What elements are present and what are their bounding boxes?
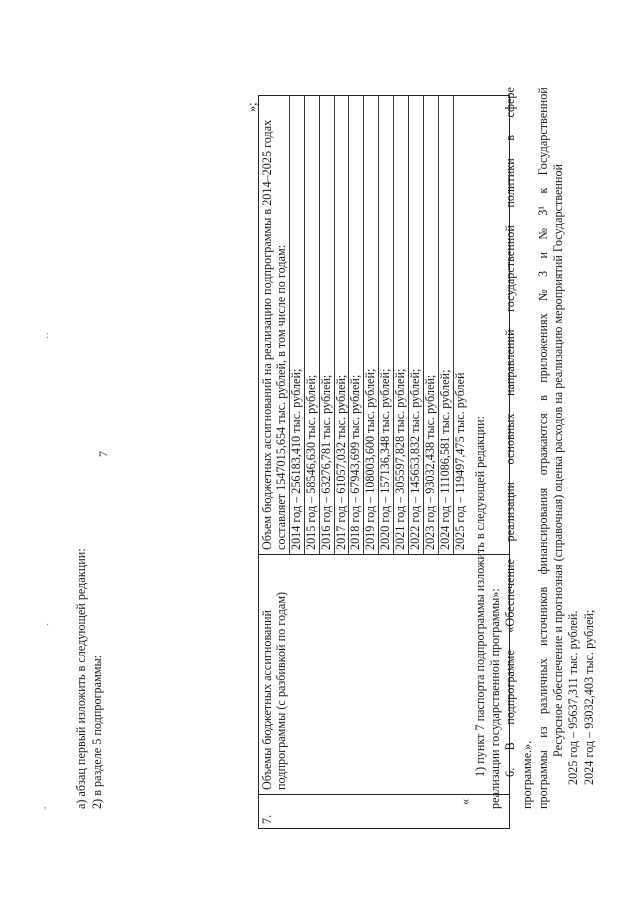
page-number: 7 bbox=[96, 451, 110, 457]
year-row: 2025 год – 119497,475 тыс. рублей bbox=[452, 372, 467, 550]
item-2-text: 2) в разделе 5 подпрограммы: bbox=[90, 654, 104, 809]
passport-table-rotator bbox=[258, 95, 510, 829]
justified-word: подпрограмме bbox=[503, 650, 517, 725]
scan-mark: , bbox=[44, 800, 47, 811]
justified-word: к bbox=[536, 187, 550, 194]
year-row: 2017 год – 61057,032 тыс. рублей; bbox=[335, 96, 350, 554]
year-list bbox=[290, 96, 468, 554]
year-row: 2018 год – 67943,699 тыс. рублей; bbox=[349, 96, 364, 554]
resource-paragraph-line1: Ресурсное обеспечение и прогнозная (справочная) оценка расходов на реализацию мероприятий Государственной bbox=[551, 163, 565, 757]
justified-word: из bbox=[536, 726, 550, 738]
resource-paragraph-line3: программе.». bbox=[520, 740, 534, 809]
scan-mark: · bbox=[46, 620, 50, 631]
item-1-text: 1) пункт 7 паспорта подпрограммы изложить в следующей редакции: bbox=[473, 416, 487, 777]
year-row: 2024 год – 111086,581 тыс. рублей; bbox=[439, 96, 454, 554]
justified-word: источников bbox=[536, 586, 550, 646]
justified-word: политики bbox=[503, 158, 517, 208]
table-label-cell: Объемы бюджетных ассигнований подпрограммы (с разбивкой по годам) bbox=[259, 555, 510, 795]
justified-word: № bbox=[536, 289, 550, 301]
table-row-number: 7. bbox=[259, 795, 510, 829]
year-row: 2021 год – 305597,828 тыс. рублей; bbox=[394, 96, 409, 554]
paragraph-6-line2: реализации государственной программы»: bbox=[488, 588, 502, 809]
justified-word: в bbox=[503, 135, 517, 141]
intro-line-2025: 2025 год – 95637,311 тыс. рублей. bbox=[566, 610, 580, 785]
justified-word: В bbox=[503, 742, 517, 751]
justified-word: сфере bbox=[503, 87, 517, 118]
table-value-cell bbox=[259, 96, 510, 555]
year-row: 2015 год – 58546,630 тыс. рублей; bbox=[305, 96, 320, 554]
scan-mark: : bbox=[46, 330, 49, 341]
year-row: 2019 год – 108003,600 тыс. рублей; bbox=[364, 96, 379, 554]
item-a-text: а) абзац первый изложить в следующей редакции: bbox=[74, 548, 88, 809]
year-row: 2016 год – 63276,781 тыс. рублей; bbox=[320, 96, 335, 554]
passport-table-wrap bbox=[258, 95, 510, 829]
justified-word: различных bbox=[536, 658, 550, 715]
justified-word: и bbox=[536, 252, 550, 259]
justified-word: финансирования bbox=[536, 487, 550, 575]
table-summary-text: Объем бюджетных ассигнований на реализацию подпрограммы в 2014–2025 годах составляет 1547015,654 тыс. рублей, в том числе по годам: bbox=[261, 96, 290, 554]
justified-word: 3¹ bbox=[536, 205, 550, 216]
closing-quote: »; bbox=[245, 102, 259, 112]
justified-word: в bbox=[536, 395, 550, 401]
table-row bbox=[259, 96, 510, 829]
justified-word: 3 bbox=[536, 270, 550, 277]
justified-word: отражаются bbox=[536, 413, 550, 476]
justified-word: № bbox=[536, 228, 550, 240]
justified-word: 6. bbox=[503, 767, 517, 777]
resource-paragraph-line2 bbox=[536, 87, 550, 809]
year-row: 2020 год – 157136,348 тыс. рублей; bbox=[379, 96, 394, 554]
justified-word: приложениях bbox=[536, 313, 550, 383]
justified-word: «Обеспечение bbox=[503, 559, 517, 633]
passport-table bbox=[258, 95, 510, 829]
justified-word: программы bbox=[536, 750, 550, 809]
justified-word: Государственной bbox=[536, 87, 550, 176]
justified-word: направлений bbox=[503, 329, 517, 396]
justified-word: основных bbox=[503, 413, 517, 465]
justified-word: реализации bbox=[503, 481, 517, 542]
year-row: 2014 год – 256183,410 тыс. рублей; bbox=[290, 96, 305, 554]
year-row: 2023 год – 93032,438 тыс. рублей; bbox=[424, 96, 439, 554]
year-row: 2022 год – 145653,832 тыс. рублей; bbox=[409, 96, 424, 554]
justified-word: государственной bbox=[503, 225, 517, 312]
intro-line-2024: 2024 год – 93032,403 тыс. рублей; bbox=[582, 609, 596, 785]
opening-quote: « bbox=[458, 798, 472, 805]
